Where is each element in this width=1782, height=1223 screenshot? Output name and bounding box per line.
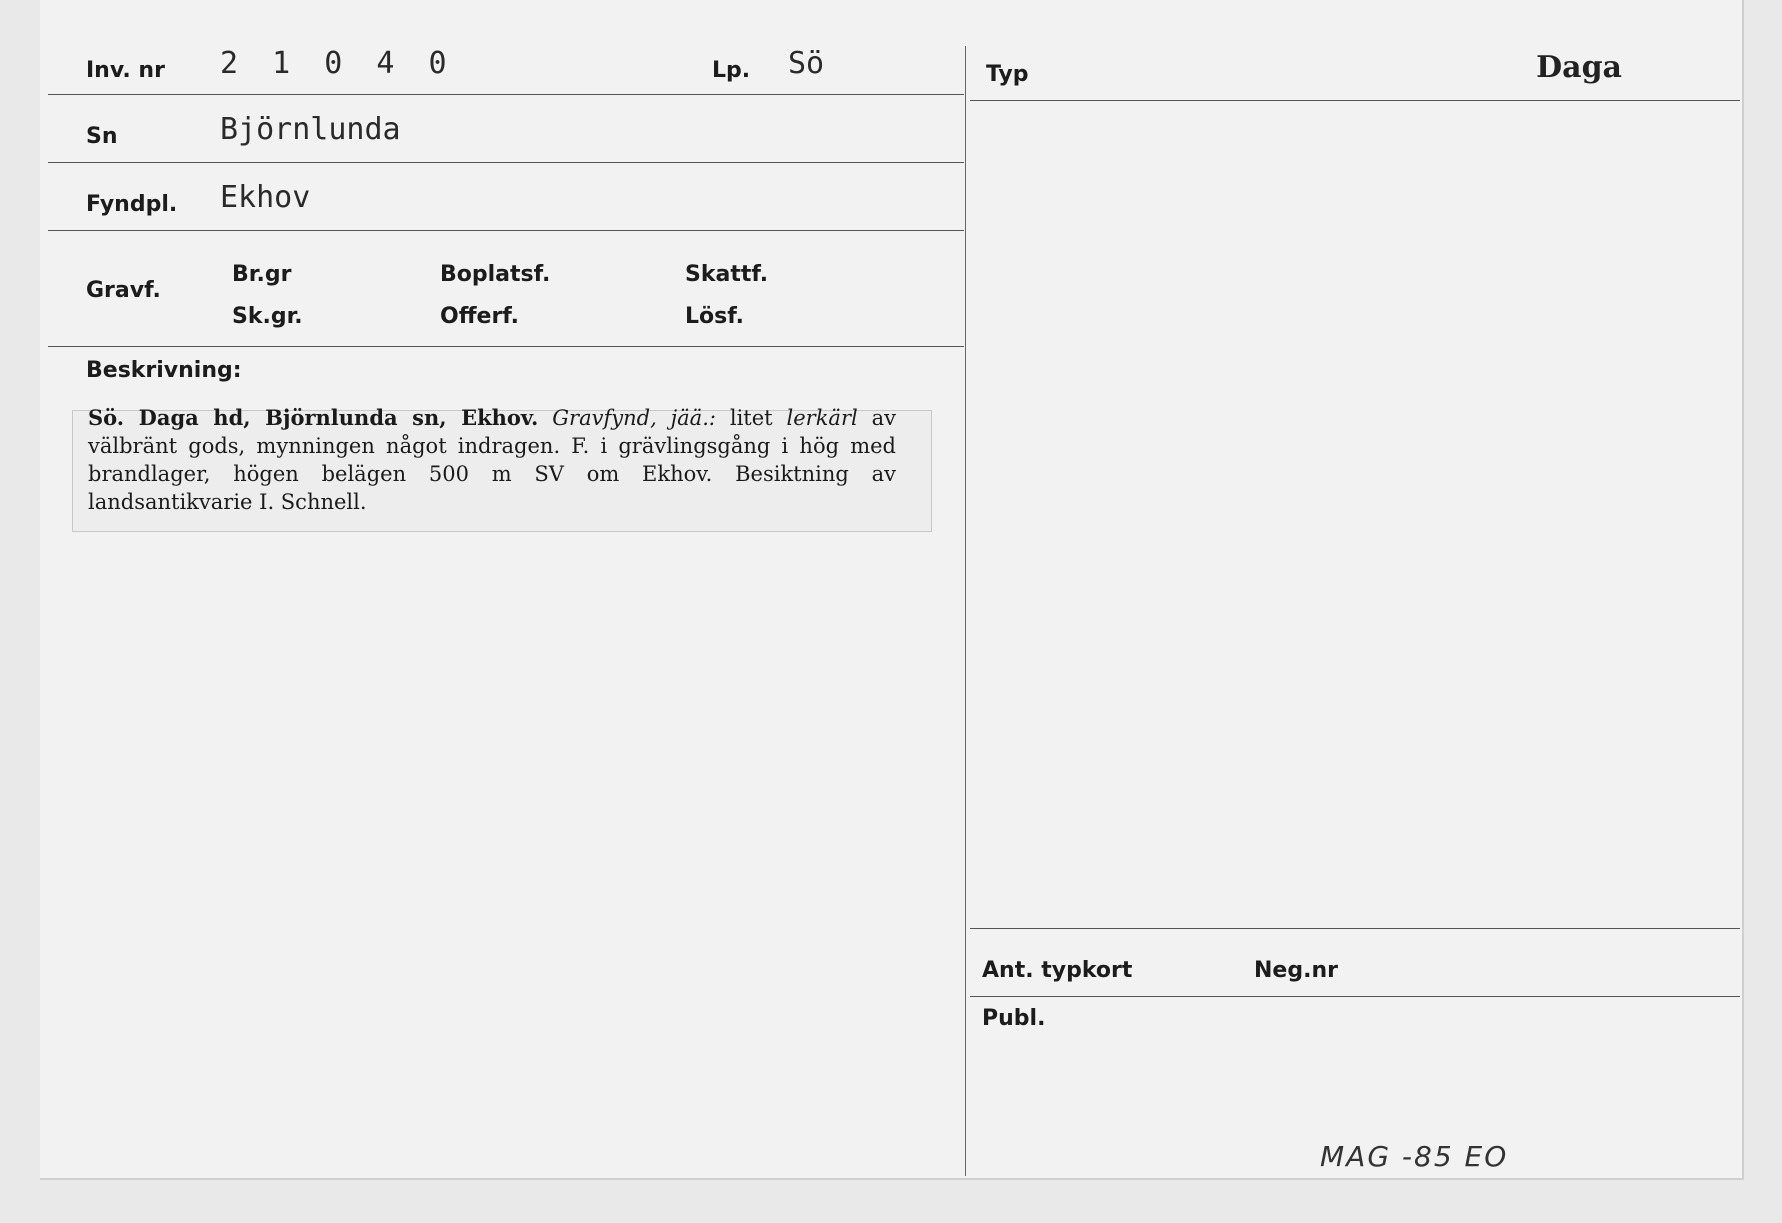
divider-ant xyxy=(970,928,1740,929)
divider-typ xyxy=(970,100,1740,101)
inv-nr-value: 2 1 0 4 0 xyxy=(220,46,455,81)
gravf-label: Gravf. xyxy=(86,278,161,303)
divider-inv xyxy=(48,94,964,95)
description-text xyxy=(88,404,896,516)
fyndpl-value: Ekhov xyxy=(220,180,311,215)
divider-publ xyxy=(970,996,1740,997)
inv-nr-label: Inv. nr xyxy=(86,58,165,83)
sn-value: Björnlunda xyxy=(220,112,401,147)
skattf-label: Skattf. xyxy=(685,262,769,287)
divider-sn xyxy=(48,162,964,163)
offerf-label: Offerf. xyxy=(440,304,520,329)
negnr-label: Neg.nr xyxy=(1254,958,1338,983)
handwritten-note: MAG -85 EO xyxy=(1320,1140,1509,1173)
description-italic-2: lerkärl xyxy=(786,406,858,430)
sn-label: Sn xyxy=(86,124,118,149)
description-bold: Sö. Daga hd, Björnlunda sn, Ekhov. xyxy=(88,405,539,430)
divider-fyndpl xyxy=(48,230,964,231)
typ-label: Typ xyxy=(986,62,1029,87)
description-plain-1: litet xyxy=(715,406,787,430)
brgr-label: Br.gr xyxy=(232,262,292,287)
vertical-divider xyxy=(965,46,966,1176)
skgr-label: Sk.gr. xyxy=(232,304,303,329)
ant-typkort-label: Ant. typkort xyxy=(982,958,1133,983)
boplatsf-label: Boplatsf. xyxy=(440,262,551,287)
beskrivning-label: Beskrivning: xyxy=(86,358,242,383)
description-italic-1: Gravfynd, jää.: xyxy=(552,406,716,430)
description-plain-2: av välbränt gods, mynningen något indragen. F. i grävlingsgång i hög med brandlager, högen belägen 500 m SV om Ekhov. Besiktning av landsantikvarie I. Schnell. xyxy=(88,406,896,514)
fyndpl-label: Fyndpl. xyxy=(86,192,178,217)
divider-gravf xyxy=(48,346,964,347)
lp-label: Lp. xyxy=(712,58,751,83)
lp-value: Sö xyxy=(788,46,825,81)
losf-label: Lösf. xyxy=(685,304,744,329)
typ-value: Daga xyxy=(1536,50,1622,85)
catalog-card xyxy=(40,0,1744,1180)
publ-label: Publ. xyxy=(982,1006,1046,1031)
